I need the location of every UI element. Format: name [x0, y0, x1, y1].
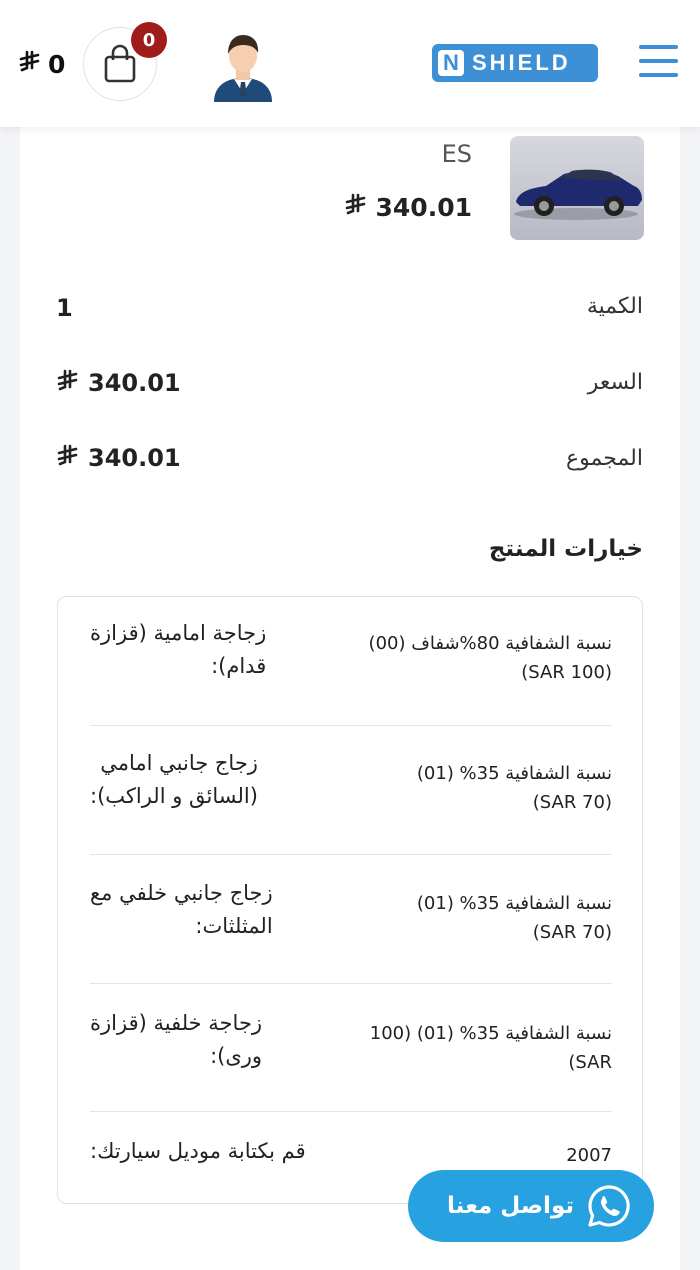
- option-name-line: قم بكتابة موديل سيارتك:: [90, 1139, 306, 1163]
- option-value-line: 2007: [566, 1145, 612, 1166]
- divider: [90, 854, 612, 855]
- option-value: [417, 889, 612, 947]
- option-row: [90, 1007, 612, 1077]
- option-name: [90, 1135, 306, 1168]
- total-label: المجموع: [566, 446, 643, 471]
- option-name-line: المثلثات:: [195, 914, 273, 938]
- cart-total[interactable]: [18, 44, 65, 84]
- cart-total-value: 0: [48, 49, 66, 79]
- user-avatar-icon[interactable]: [212, 30, 274, 102]
- option-value: [369, 629, 612, 687]
- option-value: [566, 1141, 612, 1170]
- whatsapp-icon: [586, 1183, 632, 1229]
- option-value-line: نسبة الشفافية 35% (01) (100: [369, 1023, 612, 1044]
- price-number: 340.01: [88, 369, 181, 397]
- option-name-line: زجاجة خلفية (قزازة: [90, 1011, 263, 1035]
- logo-text: SHIELD: [472, 50, 571, 75]
- divider: [90, 983, 612, 984]
- total-value: [56, 443, 181, 473]
- option-value-line: نسبة الشفافية 35% (01): [416, 893, 612, 914]
- quantity-number: 1: [56, 294, 73, 322]
- quantity-label: الكمية: [586, 294, 643, 319]
- riyal-icon: [18, 49, 42, 79]
- option-name-line: (السائق و الراكب):: [90, 784, 258, 808]
- product-options-title: خيارات المنتج: [488, 536, 643, 562]
- riyal-icon: [56, 443, 80, 473]
- price-label: السعر: [587, 370, 643, 395]
- product-name[interactable]: ES: [441, 140, 472, 168]
- option-name-line: زجاج جانبي امامي: [100, 751, 258, 775]
- option-name: [90, 1007, 262, 1073]
- option-value: [417, 759, 612, 817]
- option-value-line: SAR): [568, 1052, 612, 1073]
- top-header: [0, 0, 700, 127]
- total-number: 340.01: [88, 444, 181, 472]
- option-name: [90, 747, 258, 813]
- whatsapp-contact-button[interactable]: [408, 1170, 654, 1242]
- divider: [90, 725, 612, 726]
- price-value: [56, 368, 181, 398]
- option-row: [90, 617, 612, 687]
- product-price-value: 340.01: [375, 192, 472, 222]
- product-image[interactable]: [510, 136, 644, 240]
- option-row: [90, 877, 612, 947]
- riyal-icon: [56, 368, 80, 398]
- option-value-line: (SAR 70): [532, 792, 612, 813]
- quantity-value: [56, 294, 73, 322]
- whatsapp-label: تواصل معنا: [447, 1193, 574, 1219]
- option-value-line: (SAR 70): [532, 922, 612, 943]
- cart-item-card: [20, 110, 680, 1270]
- option-name-line: زجاجة امامية (قزازة: [90, 621, 267, 645]
- option-value-line: نسبة الشفافية 35% (01): [416, 763, 612, 784]
- cart-count-badge: 0: [131, 22, 167, 58]
- shopping-bag-icon: [103, 44, 137, 84]
- option-row: [90, 747, 612, 817]
- option-name: [90, 877, 273, 943]
- hamburger-menu-icon[interactable]: [639, 43, 679, 79]
- option-row: [90, 1135, 612, 1170]
- option-value-line: (SAR 100): [521, 662, 612, 683]
- option-name-line: ورى):: [210, 1044, 263, 1068]
- option-name-line: زجاج جانبي خلفي مع: [90, 881, 273, 905]
- option-value-line: نسبة الشفافية 80%شفاف (00): [368, 633, 612, 654]
- option-value: [370, 1019, 612, 1077]
- product-price: [344, 192, 472, 222]
- option-name-line: قدام):: [211, 654, 267, 678]
- product-options-box: [57, 596, 643, 1204]
- divider: [90, 1111, 612, 1112]
- riyal-icon: [344, 192, 368, 222]
- option-name: [90, 617, 266, 683]
- brand-logo[interactable]: [432, 44, 598, 82]
- logo-letter: N: [438, 50, 464, 76]
